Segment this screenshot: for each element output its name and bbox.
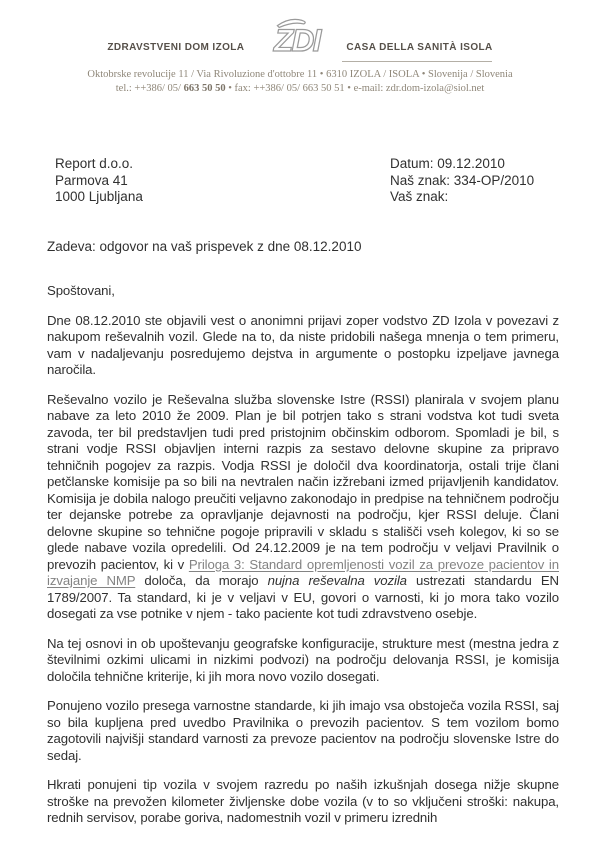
contact-pre: tel.: ++386/ 05/ — [115, 83, 184, 94]
recipient-block — [55, 156, 143, 206]
paragraph-5: Hkrati ponujeni tip vozila v svojem razredu po naših izkušnjah dosega nižje skupne stroške na prevožen kilometer življenske dobe vozila (v to so vključeni stroški: nakupa, rednih servisov, porabe goriva, nadomestnih vozil v primeru izrednih — [47, 777, 559, 825]
letter-body — [47, 283, 559, 840]
letterhead — [0, 16, 600, 96]
meta-block — [390, 156, 534, 206]
subject-line: Zadeva: odgovor na vaš prispevek z dne 08.12.2010 — [47, 239, 362, 254]
letterhead-title-row — [0, 16, 600, 65]
org-name-slovenian: ZDRAVSTVENI DOM IZOLA — [107, 42, 245, 53]
recipient-city: 1000 Ljubljana — [55, 189, 143, 204]
address-line: Oktobrske revolucije 11 / Via Rivoluzione d'ottobre 11 • 6310 IZOLA / ISOLA • Slovenija / Slovenia — [87, 69, 513, 80]
paragraph-4: Ponujeno vozilo presega varnostne standarde, ki jih imajo vsa obstoječa vozila RSSI, saj so bila kupljena pred uvedbo Pravilnika o prevozih pacientov. S tem vozilom bomo zagotovili najvišji standard varnosti za prevoze pacientov na področju slovenske Istre do sedaj. — [47, 698, 559, 763]
contact-line — [0, 82, 600, 96]
paragraph-2-text-c: ustrezati standardu EN 1789/2007. Ta standard, ki je v veljavi v EU, govori o varnosti, ki jo mora tako vozilo dosegati za vse potnike v njem - tako paciente kot tudi zdravstveno osebje. — [47, 573, 559, 621]
paragraph-2-italic-phrase: nujna reševalna vozila — [267, 573, 407, 588]
paragraph-2-text-b: določa, da morajo — [135, 573, 268, 588]
svg-text:ZDI: ZDI — [274, 22, 321, 59]
date-row — [390, 156, 534, 173]
zdi-logo-icon — [251, 16, 339, 65]
paragraph-1: Dne 08.12.2010 ste objavili vest o anonimni prijavi zoper vodstvo ZD Izola v povezavi z nakupom reševalnih vozil. Glede na to, da niste pridobili našega mnenja o tem primeru, vam v nadaljevanju posredujemo dejstva in argumente o postopku izpeljave javnega naročila. — [47, 312, 559, 377]
date-label: Datum: — [390, 156, 434, 171]
paragraph-2-text-a: Reševalno vozilo je Reševalna služba slovenske Istre (RSSI) planirala v svojem planu nabave za leto 2010 že 2009. Plan je bil potrjen tako s strani vodstva kot tudi sveta zavoda, ter bil predstavljen tudi pred pristojnim občinskim odborom. Spomladi je bil, s strani vodje RSSI objavljen interni razpis za sestavo delovne skupine za pripravo tehničnih pogojev za razpis. Vodja RSSI je določil dva koordinatorja, ostali trije člani petčlanske komisije pa so bili na nevtralen način izžrebani izmed prijavljenih kandidatov. Komisija je dobila nalogo preučiti veljavno zakonodajo in predpise na tehničnem področju ter dejanske potrebe za opravljanje dejavnosti na področju, kjer RSSI deluje. Člani delovne skupine so tehnične pogoje pripravili v skladu s stališči vseh kolegov, ki so se glede nabave vozila opredelili. Od 24.12.2009 je na tem področju v veljavi Pravilnik o prevozih pacientov, ki v — [47, 391, 559, 572]
our-ref-label: Naš znak: — [390, 172, 451, 188]
org-name-italian: CASA DELLA SANITÀ ISOLA — [346, 42, 493, 53]
salutation: Spoštovani, — [47, 283, 115, 298]
our-ref-row — [390, 173, 534, 190]
paragraph-2 — [47, 392, 559, 623]
our-ref-value: 334-OP/2010 — [453, 172, 535, 188]
letterhead-rule — [342, 61, 492, 62]
your-ref-label: Vaš znak: — [390, 189, 449, 204]
priloga-3-reference-link: Priloga 3: Standard opremljenosti vozil za prevoze pacientov in izvajanje NMP — [47, 556, 559, 588]
letterhead-address — [0, 68, 600, 96]
recipient-street: Parmova 41 — [55, 172, 128, 188]
date-value: 09.12.2010 — [437, 156, 505, 171]
your-ref-row — [390, 189, 534, 206]
contact-post: • fax: ++386/ 05/ 663 50 51 • e-mail: zdr.dom-izola@siol.net — [225, 83, 485, 94]
paragraph-3: Na tej osnovi in ob upoštevanju geografske konfiguracije, strukture mest (mestna jedra z številnimi ozkimi ulicami in nizkimi podvozi) na področju delovanja RSSI, je komisija določila tehnične kriterije, ki jih mora novo vozilo dosegati. — [47, 635, 559, 684]
recipient-name: Report d.o.o. — [55, 156, 134, 171]
contact-phone: 663 50 50 — [183, 83, 226, 94]
